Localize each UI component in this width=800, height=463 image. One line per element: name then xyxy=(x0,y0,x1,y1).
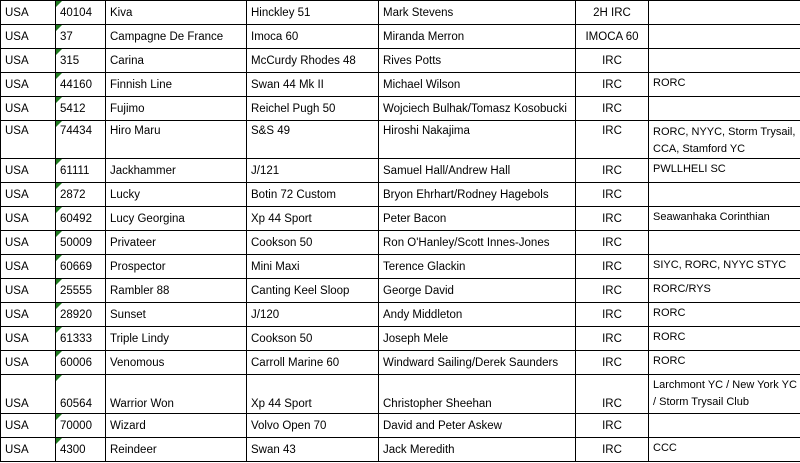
yacht-type-text: Cookson 50 xyxy=(251,236,313,249)
club-text: RORC/RYS xyxy=(653,283,711,295)
country-cell xyxy=(1,97,56,121)
owner-cell xyxy=(379,255,576,279)
sail-number-cell xyxy=(56,1,106,25)
comment-marker-icon xyxy=(56,438,62,444)
country-text: USA xyxy=(5,356,29,369)
country-cell xyxy=(1,183,56,207)
division-cell xyxy=(576,97,649,121)
division-cell xyxy=(576,73,649,97)
division-text: IRC xyxy=(602,308,622,321)
yacht-name-cell xyxy=(106,255,247,279)
division-text: IRC xyxy=(602,164,622,177)
club-text: CCC xyxy=(653,442,677,454)
yacht-name-text: Campagne De France xyxy=(110,30,224,43)
club-cell xyxy=(649,375,800,414)
division-text: IRC xyxy=(602,398,622,410)
country-text: USA xyxy=(5,332,29,345)
yacht-type-cell xyxy=(247,73,379,97)
yacht-type-text: Reichel Pugh 50 xyxy=(251,102,336,115)
table-row xyxy=(1,279,800,303)
country-cell xyxy=(1,49,56,73)
country-cell xyxy=(1,438,56,462)
yacht-type-text: J/120 xyxy=(251,308,280,321)
owner-cell xyxy=(379,279,576,303)
yacht-name-text: Fujimo xyxy=(110,102,145,115)
yacht-type-cell xyxy=(247,414,379,438)
yacht-name-cell xyxy=(106,231,247,255)
yacht-name-text: Jackhammer xyxy=(110,164,176,177)
owner-text: David and Peter Askew xyxy=(383,419,502,432)
yacht-type-cell xyxy=(247,207,379,231)
comment-marker-icon xyxy=(56,97,62,103)
yacht-name-text: Triple Lindy xyxy=(110,332,170,345)
yacht-type-cell xyxy=(247,303,379,327)
owner-cell xyxy=(379,438,576,462)
division-text: 2H IRC xyxy=(593,6,631,19)
table-row xyxy=(1,97,800,121)
owner-text: George David xyxy=(383,284,454,297)
yacht-type-cell xyxy=(247,438,379,462)
country-text: USA xyxy=(5,54,29,67)
division-cell xyxy=(576,303,649,327)
club-cell xyxy=(649,1,800,25)
sail-number-cell xyxy=(56,121,106,159)
country-text: USA xyxy=(5,284,29,297)
comment-marker-icon xyxy=(56,279,62,285)
sail-number-text: 2872 xyxy=(60,188,86,201)
owner-cell xyxy=(379,351,576,375)
club-cell xyxy=(649,438,800,462)
owner-cell xyxy=(379,303,576,327)
owner-text: Rives Potts xyxy=(383,54,442,67)
country-text: USA xyxy=(5,212,29,225)
owner-text: Joseph Mele xyxy=(383,332,449,345)
comment-marker-icon xyxy=(56,49,62,55)
comment-marker-icon xyxy=(56,351,62,357)
sail-number-text: 50009 xyxy=(60,236,92,249)
division-text: IRC xyxy=(602,332,622,345)
division-text: IRC xyxy=(602,236,622,249)
sail-number-cell xyxy=(56,438,106,462)
country-text: USA xyxy=(5,236,29,249)
table-row xyxy=(1,49,800,73)
yacht-type-cell xyxy=(247,255,379,279)
owner-text: Peter Bacon xyxy=(383,212,447,225)
yacht-name-cell xyxy=(106,207,247,231)
division-cell xyxy=(576,375,649,414)
yacht-type-text: Cookson 50 xyxy=(251,332,313,345)
yacht-type-text: Canting Keel Sloop xyxy=(251,284,350,297)
yacht-type-text: McCurdy Rhodes 48 xyxy=(251,54,356,67)
table-row xyxy=(1,231,800,255)
comment-marker-icon xyxy=(56,231,62,237)
yacht-name-cell xyxy=(106,97,247,121)
division-cell xyxy=(576,351,649,375)
division-cell xyxy=(576,438,649,462)
club-cell xyxy=(649,25,800,49)
entry-list-body xyxy=(1,1,800,462)
yacht-name-text: Lucky xyxy=(110,188,141,201)
sail-number-cell xyxy=(56,231,106,255)
country-text: USA xyxy=(5,419,29,432)
division-cell xyxy=(576,25,649,49)
owner-cell xyxy=(379,231,576,255)
club-cell xyxy=(649,255,800,279)
yacht-name-cell xyxy=(106,25,247,49)
owner-cell xyxy=(379,414,576,438)
yacht-type-cell xyxy=(247,121,379,159)
division-text: IRC xyxy=(602,419,622,432)
yacht-type-cell xyxy=(247,25,379,49)
club-cell xyxy=(649,207,800,231)
yacht-type-text: Carroll Marine 60 xyxy=(251,356,340,369)
sail-number-cell xyxy=(56,279,106,303)
yacht-name-cell xyxy=(106,73,247,97)
table-row xyxy=(1,183,800,207)
owner-cell xyxy=(379,73,576,97)
club-cell xyxy=(649,327,800,351)
sail-number-text: 61333 xyxy=(60,332,92,345)
yacht-type-cell xyxy=(247,183,379,207)
table-row xyxy=(1,414,800,438)
division-text: IRC xyxy=(602,212,622,225)
club-cell xyxy=(649,49,800,73)
table-row xyxy=(1,159,800,183)
table-row xyxy=(1,351,800,375)
owner-text: Mark Stevens xyxy=(383,6,454,19)
yacht-type-cell xyxy=(247,375,379,414)
yacht-name-text: Rambler 88 xyxy=(110,284,170,297)
yacht-type-cell xyxy=(247,231,379,255)
yacht-type-text: S&S 49 xyxy=(251,125,290,137)
sail-number-cell xyxy=(56,207,106,231)
division-cell xyxy=(576,414,649,438)
yacht-name-cell xyxy=(106,414,247,438)
yacht-name-cell xyxy=(106,375,247,414)
country-cell xyxy=(1,303,56,327)
country-text: USA xyxy=(5,78,29,91)
owner-text: Windward Sailing/Derek Saunders xyxy=(383,356,559,369)
country-cell xyxy=(1,327,56,351)
division-cell xyxy=(576,49,649,73)
club-cell xyxy=(649,73,800,97)
club-cell xyxy=(649,414,800,438)
comment-marker-icon xyxy=(56,73,62,79)
division-text: IRC xyxy=(602,54,622,67)
division-cell xyxy=(576,327,649,351)
sail-number-cell xyxy=(56,414,106,438)
sail-number-cell xyxy=(56,375,106,414)
comment-marker-icon xyxy=(56,1,62,7)
club-text: PWLLHELI SC xyxy=(653,163,726,175)
yacht-name-cell xyxy=(106,303,247,327)
club-text: SIYC, RORC, NYYC STYC xyxy=(653,259,787,271)
owner-cell xyxy=(379,327,576,351)
sail-number-text: 5412 xyxy=(60,102,86,115)
owner-text: Christopher Sheehan xyxy=(383,398,492,410)
sail-number-text: 60669 xyxy=(60,260,92,273)
yacht-type-cell xyxy=(247,279,379,303)
sail-number-text: 4300 xyxy=(60,443,86,456)
yacht-name-cell xyxy=(106,1,247,25)
division-text: IRC xyxy=(602,356,622,369)
sail-number-text: 70000 xyxy=(60,419,92,432)
sail-number-cell xyxy=(56,183,106,207)
division-cell xyxy=(576,121,649,159)
table-row xyxy=(1,1,800,25)
club-cell xyxy=(649,303,800,327)
owner-cell xyxy=(379,159,576,183)
country-text: USA xyxy=(5,188,29,201)
division-text: IRC xyxy=(602,443,622,456)
country-text: USA xyxy=(5,308,29,321)
sail-number-text: 74434 xyxy=(60,125,92,137)
country-cell xyxy=(1,159,56,183)
yacht-type-text: Swan 44 Mk II xyxy=(251,78,324,91)
sail-number-text: 60492 xyxy=(60,212,92,225)
sail-number-text: 60564 xyxy=(60,398,92,410)
club-cell xyxy=(649,279,800,303)
table-row xyxy=(1,121,800,159)
yacht-type-text: Volvo Open 70 xyxy=(251,419,327,432)
yacht-name-text: Lucy Georgina xyxy=(110,212,185,225)
sail-number-text: 25555 xyxy=(60,284,92,297)
country-cell xyxy=(1,1,56,25)
yacht-type-cell xyxy=(247,97,379,121)
club-text: Seawanhaka Corinthian xyxy=(653,211,770,223)
owner-cell xyxy=(379,183,576,207)
sail-number-text: 28920 xyxy=(60,308,92,321)
owner-text: Ron O'Hanley/Scott Innes-Jones xyxy=(383,236,550,249)
sail-number-text: 60006 xyxy=(60,356,92,369)
yacht-type-text: Xp 44 Sport xyxy=(251,212,312,225)
yacht-type-cell xyxy=(247,351,379,375)
sail-number-cell xyxy=(56,73,106,97)
division-cell xyxy=(576,1,649,25)
country-cell xyxy=(1,231,56,255)
club-cell xyxy=(649,97,800,121)
division-text: IRC xyxy=(602,102,622,115)
division-text: IRC xyxy=(602,188,622,201)
table-row xyxy=(1,327,800,351)
yacht-name-cell xyxy=(106,121,247,159)
yacht-name-text: Privateer xyxy=(110,236,157,249)
country-text: USA xyxy=(5,164,29,177)
country-cell xyxy=(1,25,56,49)
country-text: USA xyxy=(5,102,29,115)
yacht-type-cell xyxy=(247,1,379,25)
owner-cell xyxy=(379,121,576,159)
yacht-name-text: Carina xyxy=(110,54,144,67)
division-text: IRC xyxy=(602,260,622,273)
yacht-name-text: Venomous xyxy=(110,356,165,369)
division-cell xyxy=(576,159,649,183)
comment-marker-icon xyxy=(56,255,62,261)
sail-number-text: 37 xyxy=(60,30,73,43)
club-cell xyxy=(649,121,800,159)
country-cell xyxy=(1,255,56,279)
yacht-name-cell xyxy=(106,49,247,73)
yacht-name-cell xyxy=(106,183,247,207)
yacht-type-text: Xp 44 Sport xyxy=(251,398,312,410)
sail-number-cell xyxy=(56,351,106,375)
division-cell xyxy=(576,183,649,207)
yacht-type-text: J/121 xyxy=(251,164,280,177)
yacht-name-text: Hiro Maru xyxy=(110,125,161,137)
sail-number-cell xyxy=(56,303,106,327)
owner-cell xyxy=(379,49,576,73)
division-cell xyxy=(576,279,649,303)
country-text: USA xyxy=(5,398,29,410)
yacht-name-text: Reindeer xyxy=(110,443,157,456)
comment-marker-icon xyxy=(56,414,62,420)
owner-cell xyxy=(379,1,576,25)
yacht-type-cell xyxy=(247,327,379,351)
comment-marker-icon xyxy=(56,121,62,127)
club-text: RORC, NYYC, Storm Trysail, CCA, Stamford YC xyxy=(653,126,796,155)
table-row xyxy=(1,438,800,462)
country-cell xyxy=(1,207,56,231)
club-cell xyxy=(649,183,800,207)
yacht-type-text: Swan 43 xyxy=(251,443,296,456)
division-text: IRC xyxy=(602,78,622,91)
owner-text: Jack Meredith xyxy=(383,443,455,456)
country-cell xyxy=(1,73,56,97)
club-cell xyxy=(649,231,800,255)
owner-text: Samuel Hall/Andrew Hall xyxy=(383,164,511,177)
country-cell xyxy=(1,351,56,375)
comment-marker-icon xyxy=(56,303,62,309)
country-cell xyxy=(1,121,56,159)
table-row xyxy=(1,207,800,231)
division-text: IRC xyxy=(602,125,622,137)
yacht-name-text: Kiva xyxy=(110,6,133,19)
table-row xyxy=(1,255,800,279)
country-text: USA xyxy=(5,443,29,456)
yacht-type-text: Hinckley 51 xyxy=(251,6,311,19)
yacht-name-text: Sunset xyxy=(110,308,146,321)
sail-number-text: 315 xyxy=(60,54,80,67)
comment-marker-icon xyxy=(56,207,62,213)
owner-text: Terence Glackin xyxy=(383,260,466,273)
owner-text: Michael Wilson xyxy=(383,78,461,91)
sail-number-text: 44160 xyxy=(60,78,92,91)
owner-cell xyxy=(379,375,576,414)
yacht-name-cell xyxy=(106,327,247,351)
club-text: RORC xyxy=(653,77,686,89)
sail-number-text: 40104 xyxy=(60,6,92,19)
yacht-type-text: Mini Maxi xyxy=(251,260,300,273)
country-text: USA xyxy=(5,125,29,137)
sail-number-cell xyxy=(56,49,106,73)
country-cell xyxy=(1,279,56,303)
division-cell xyxy=(576,255,649,279)
owner-text: Bryon Ehrhart/Rodney Hagebols xyxy=(383,188,549,201)
yacht-name-cell xyxy=(106,351,247,375)
table-row xyxy=(1,375,800,414)
division-text: IMOCA 60 xyxy=(585,30,639,43)
owner-text: Hiroshi Nakajima xyxy=(383,125,470,137)
country-text: USA xyxy=(5,6,29,19)
owner-text: Wojciech Bulhak/Tomasz Kosobucki xyxy=(383,102,567,115)
yacht-name-cell xyxy=(106,279,247,303)
club-text: RORC xyxy=(653,331,686,343)
comment-marker-icon xyxy=(56,375,62,381)
division-cell xyxy=(576,207,649,231)
sail-number-cell xyxy=(56,97,106,121)
comment-marker-icon xyxy=(56,183,62,189)
yacht-type-cell xyxy=(247,159,379,183)
club-cell xyxy=(649,159,800,183)
owner-text: Miranda Merron xyxy=(383,30,465,43)
country-cell xyxy=(1,375,56,414)
comment-marker-icon xyxy=(56,25,62,31)
division-text: IRC xyxy=(602,284,622,297)
yacht-name-text: Prospector xyxy=(110,260,166,273)
table-row xyxy=(1,73,800,97)
division-cell xyxy=(576,231,649,255)
country-cell xyxy=(1,414,56,438)
club-text: RORC xyxy=(653,355,686,367)
sail-number-cell xyxy=(56,159,106,183)
yacht-name-text: Wizard xyxy=(110,419,146,432)
sail-number-cell xyxy=(56,255,106,279)
club-text: Larchmont YC / New York YC / Storm Trysail Club xyxy=(653,379,797,408)
sail-number-text: 61111 xyxy=(60,164,90,177)
sail-number-cell xyxy=(56,327,106,351)
comment-marker-icon xyxy=(56,327,62,333)
comment-marker-icon xyxy=(56,159,62,165)
club-cell xyxy=(649,351,800,375)
yacht-name-cell xyxy=(106,438,247,462)
country-text: USA xyxy=(5,30,29,43)
yacht-type-text: Imoca 60 xyxy=(251,30,299,43)
yacht-type-cell xyxy=(247,49,379,73)
owner-text: Andy Middleton xyxy=(383,308,463,321)
yacht-type-text: Botin 72 Custom xyxy=(251,188,337,201)
owner-cell xyxy=(379,97,576,121)
owner-cell xyxy=(379,207,576,231)
sail-number-cell xyxy=(56,25,106,49)
club-text: RORC xyxy=(653,307,686,319)
yacht-name-text: Warrior Won xyxy=(110,398,174,410)
table-row xyxy=(1,303,800,327)
table-row xyxy=(1,25,800,49)
country-text: USA xyxy=(5,260,29,273)
yacht-name-text: Finnish Line xyxy=(110,78,173,91)
yacht-name-cell xyxy=(106,159,247,183)
owner-cell xyxy=(379,25,576,49)
